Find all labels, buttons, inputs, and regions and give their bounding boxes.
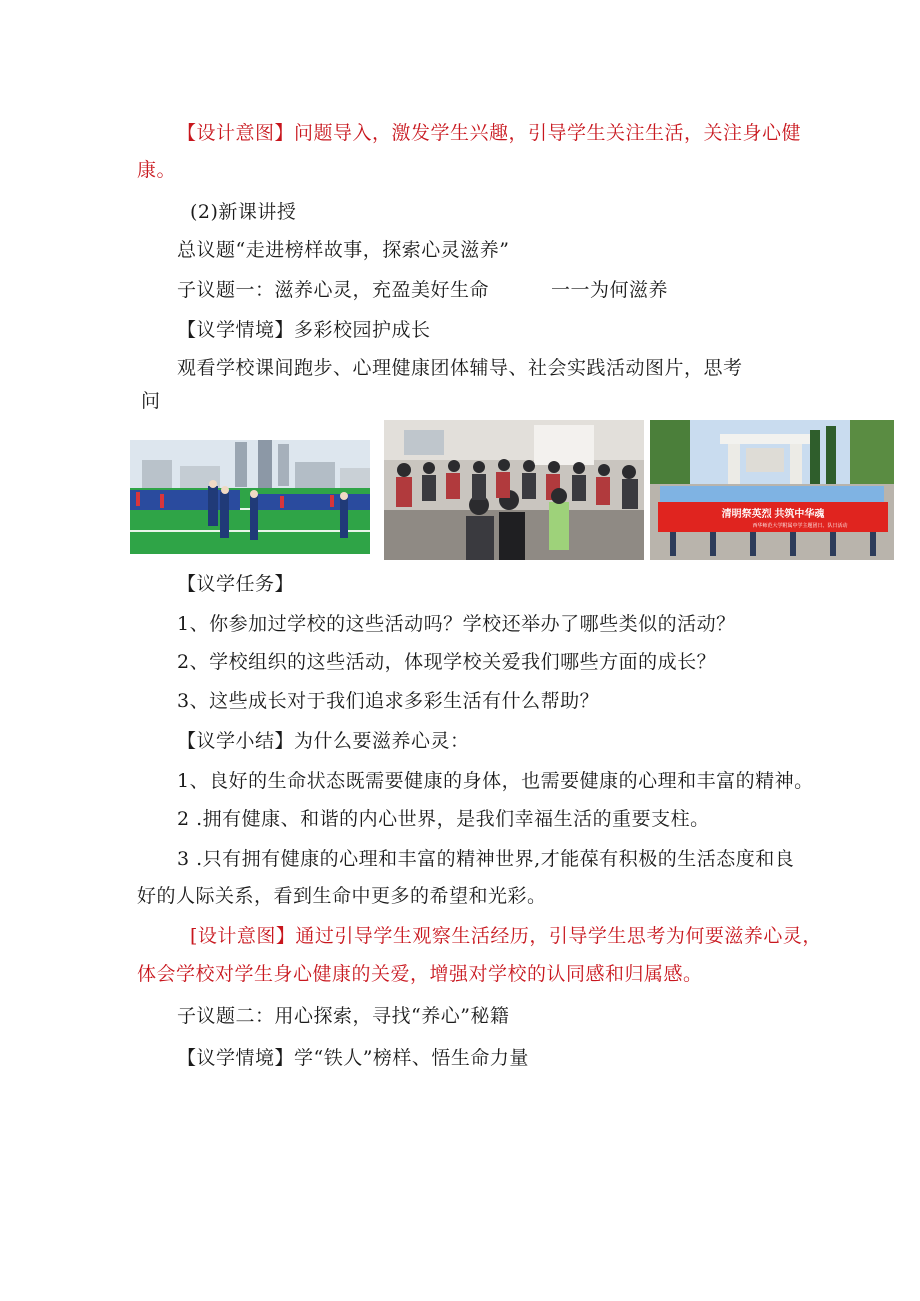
situation-1: 【议学情境】多彩校园护成长 [177, 319, 431, 341]
task-item-3: 3、这些成长对于我们追求多彩生活有什么帮助？ [177, 690, 600, 712]
design-intent-1-line-2: 康。 [137, 159, 177, 181]
instruction-line-1: 观看学校课间跑步、心理健康团体辅导、社会实践活动图片，思考 [177, 357, 743, 379]
situation-2: 【议学情境】学“铁人”榜样、悟生命力量 [177, 1047, 529, 1069]
banner-subtext: 西华师范大学附属中学主题团日、队日活动 [752, 523, 848, 529]
summary-item-3-line-1: 3 .只有拥有健康的心理和丰富的精神世界,才能葆有积极的生活态度和良 [177, 848, 795, 870]
subtopic-1-tail: 一一为何滋养 [551, 279, 669, 301]
photo-campus-running [130, 440, 370, 554]
summary-heading: 【议学小结】为什么要滋养心灵： [177, 730, 470, 752]
summary-item-1: 1、良好的生命状态既需要健康的身体，也需要健康的心理和丰富的精神。 [177, 770, 814, 792]
banner-text: 清明祭英烈 共筑中华魂 [721, 509, 825, 520]
main-topic: 总议题“走进榜样故事，探索心灵滋养” [177, 239, 510, 261]
photo-social-practice [650, 420, 894, 560]
subtopic-1-title: 子议题一：滋养心灵，充盈美好生命 [177, 279, 490, 301]
design-intent-2-line-1: [设计意图】通过引导学生观察生活经历，引导学生思考为何要滋养心灵， [190, 925, 822, 947]
task-item-1: 1、你参加过学校的这些活动吗？学校还举办了哪些类似的活动？ [177, 613, 736, 635]
instruction-line-2: 问 [141, 390, 161, 412]
subtopic-2-title: 子议题二：用心探索，寻找“养心”秘籍 [177, 1005, 510, 1027]
design-intent-2-line-2: 体会学校对学生身心健康的关爱，增强对学校的认同感和归属感。 [137, 963, 703, 985]
summary-item-2: 2 .拥有健康、和谐的内心世界，是我们幸福生活的重要支柱。 [177, 808, 710, 830]
summary-item-3-line-2: 好的人际关系，看到生命中更多的希望和光彩。 [137, 885, 547, 907]
design-intent-1-line-1: 【设计意图】问题导入，激发学生兴趣，引导学生关注生活，关注身心健 [177, 122, 802, 144]
tasks-heading: 【议学任务】 [177, 573, 295, 595]
task-item-2: 2、学校组织的这些活动，体现学校关爱我们哪些方面的成长？ [177, 651, 717, 673]
photo-group-counseling [384, 420, 644, 560]
section-heading: (2)新课讲授 [190, 201, 297, 223]
